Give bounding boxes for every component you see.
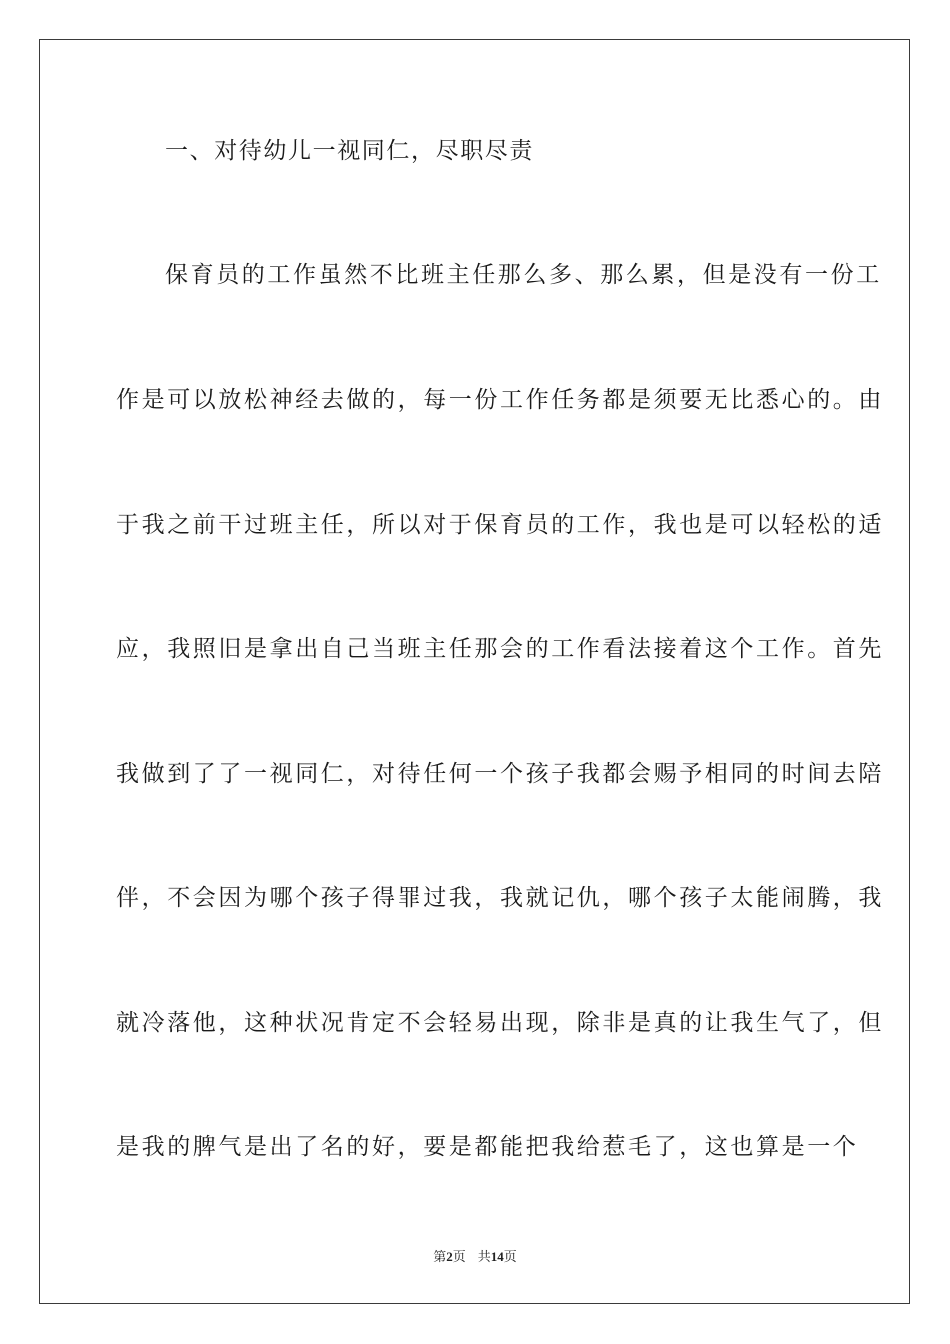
page-suffix: 页 bbox=[452, 1250, 466, 1265]
total-pages: 14 bbox=[490, 1249, 504, 1264]
paragraph-line-7: 就冷落他，这种状况肯定不会轻易出现，除非是真的让我生气了，但 bbox=[116, 1010, 884, 1036]
paragraph-line-1: 保育员的工作虽然不比班主任那么多、那么累，但是没有一份工 bbox=[165, 262, 882, 288]
page-border bbox=[39, 39, 910, 1304]
paragraph-line-5: 我做到了了一视同仁，对待任何一个孩子我都会赐予相同的时间去陪 bbox=[116, 761, 884, 787]
paragraph-line-3: 于我之前干过班主任，所以对于保育员的工作，我也是可以轻松的适 bbox=[116, 512, 884, 538]
page-prefix: 第 bbox=[433, 1250, 447, 1265]
page-number: 2 bbox=[446, 1249, 453, 1264]
total-suffix: 页 bbox=[503, 1250, 517, 1265]
total-prefix: 共 bbox=[477, 1250, 491, 1265]
page-footer bbox=[0, 1249, 950, 1266]
section-heading: 一、对待幼儿一视同仁，尽职尽责 bbox=[165, 138, 534, 164]
paragraph-line-6: 伴，不会因为哪个孩子得罪过我，我就记仇，哪个孩子太能闹腾，我 bbox=[116, 885, 884, 911]
paragraph-line-2: 作是可以放松神经去做的，每一份工作任务都是须要无比悉心的。由 bbox=[116, 387, 884, 413]
paragraph-line-8: 是我的脾气是出了名的好，要是都能把我给惹毛了，这也算是一个 bbox=[116, 1134, 859, 1160]
paragraph-line-4: 应，我照旧是拿出自己当班主任那会的工作看法接着这个工作。首先 bbox=[116, 636, 884, 662]
